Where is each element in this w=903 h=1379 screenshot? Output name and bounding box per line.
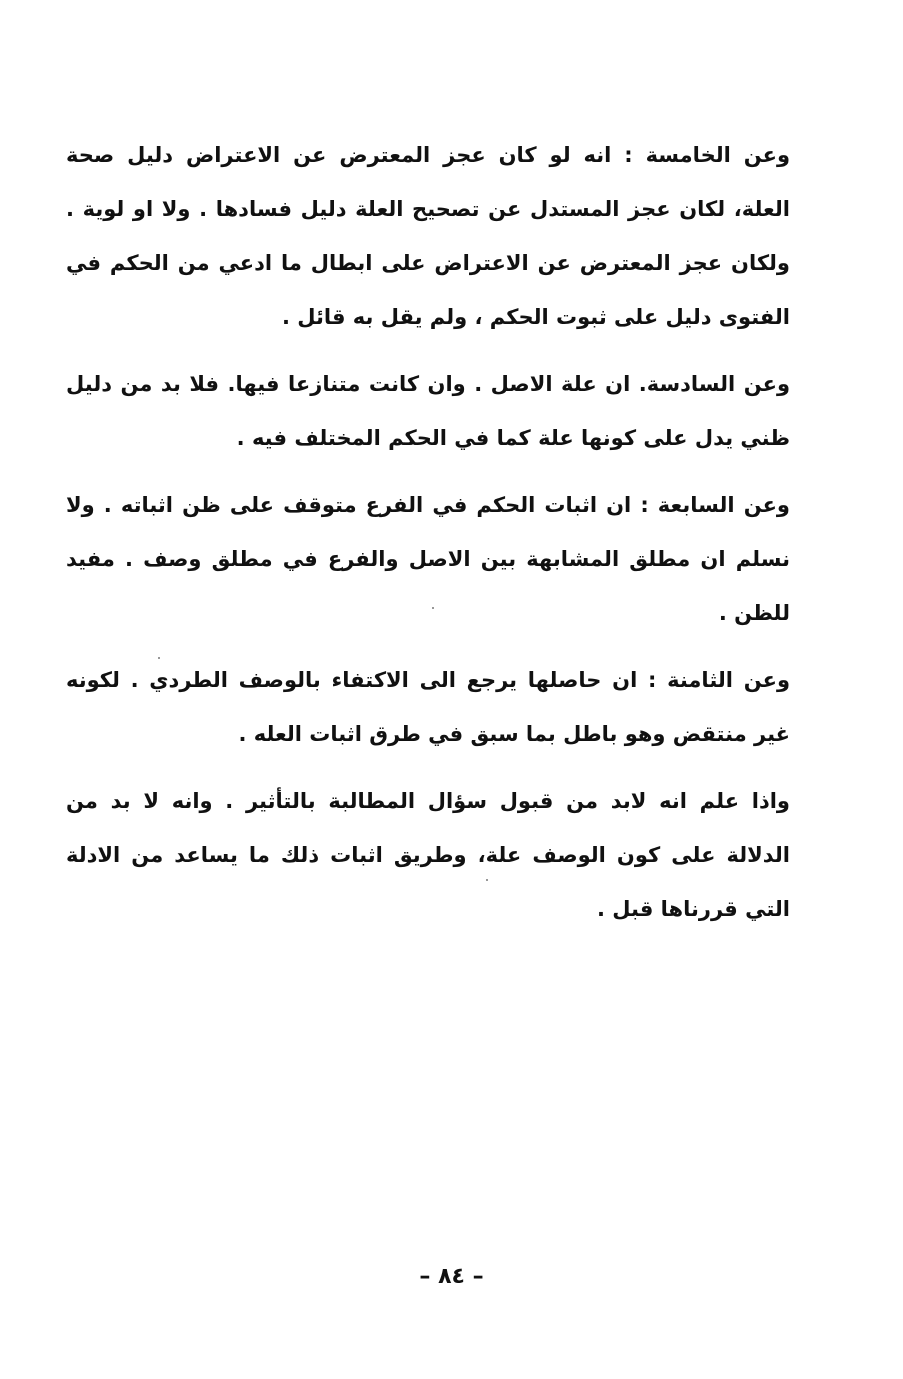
paragraph-eighth-objection: وعن الثامنة : ان حاصلها يرجع الى الاكتفاء بالوصف الطردي . لكونه غير منتقض وهو باطل بما سبق في طرق اثبات العله . — [66, 668, 790, 746]
document-body — [66, 128, 790, 936]
paragraph-conclusion: واذا علم انه لابد من قبول سؤال المطالبة بالتأثير . وانه لا بد من الدلالة على كون الوصف علة، وطريق اثبات ذلك ما يساعد من الادلة التي قررناها قبل . — [66, 789, 790, 921]
paragraph-fifth-objection: وعن الخامسة : انه لو كان عجز المعترض عن الاعتراض دليل صحة العلة، لكان عجز المستدل عن تصحيح العلة دليل فسادها . ولا او لوية . ولكان عجز المعترض عن الاعتراض على ابطال ما ادعي من الحكم في الفتوى دليل على ثبوت الحكم ، ولم يقل به قائل . — [66, 143, 790, 329]
paragraph-seventh-objection: وعن السابعة : ان اثبات الحكم في الفرع متوقف على ظن اثباته . ولا نسلم ان مطلق المشابهة بين الاصل والفرع في مطلق وصف . مفيد للظن . — [66, 493, 790, 625]
scan-speck — [158, 657, 160, 659]
page-number: – ٨٤ – — [419, 1264, 484, 1289]
scan-speck — [486, 879, 488, 881]
scan-speck — [432, 607, 434, 609]
paragraph-sixth-objection: وعن السادسة. ان علة الاصل . وان كانت متنازعا فيها. فلا بد من دليل ظني يدل على كونها علة كما في الحكم المختلف فيه . — [66, 372, 790, 450]
